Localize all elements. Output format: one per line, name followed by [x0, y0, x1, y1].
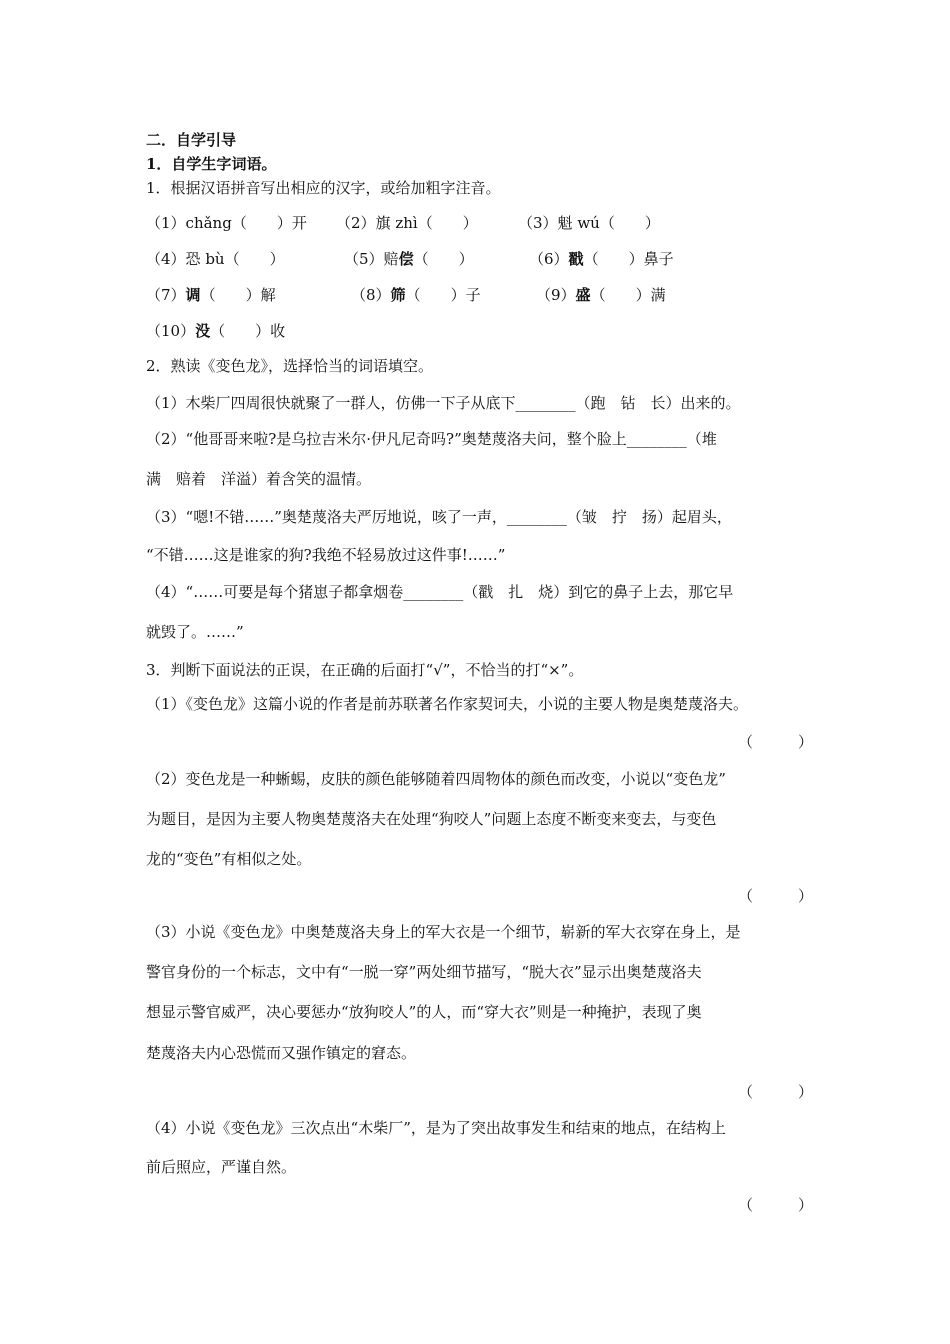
q1-item: （1）chǎng（ ）开 [146, 214, 307, 232]
q2-line: （2）“他哥哥来啦?是乌拉吉米尔·伊凡尼奇吗?”奥楚蔑洛夫问，整个脸上________（堆 [146, 430, 717, 448]
q1-item: （4）恐 bù（ ） [146, 250, 285, 268]
q2-line: （1）木柴厂四周很快就聚了一群人，仿佛一下子从底下________（跑 钻 长）出来的。 [146, 394, 741, 412]
answer-parentheses: （ ） [738, 887, 814, 905]
q3-item4-line: 前后照应，严谨自然。 [146, 1158, 297, 1176]
q3-item3-line: 想显示警官威严，决心要惩办“放狗咬人”的人，而“穿大衣”则是一种掩护，表现了奥 [146, 1003, 702, 1021]
q1-row [146, 321, 746, 341]
q3-item2-line: （2）变色龙是一种蜥蜴，皮肤的颜色能够随着四周物体的颜色而改变，小说以“变色龙” [146, 770, 726, 788]
q3-item1-line: （1）《变色龙》这篇小说的作者是前苏联著名作家契诃夫，小说的主要人物是奥楚蔑洛夫。 [146, 695, 749, 713]
q3-instruction: 3．判断下面说法的正误，在正确的后面打“√”，不恰当的打“×”。 [146, 661, 584, 679]
q1-item: （8）筛（ ）子 [351, 286, 481, 304]
q3-item3-line: 警官身份的一个标志，文中有“一脱一穿”两处细节描写，“脱大衣”显示出奥楚蔑洛夫 [146, 963, 702, 981]
q3-item3-line: （3）小说《变色龙》中奥楚蔑洛夫身上的军大衣是一个细节，崭新的军大衣穿在身上，是 [146, 923, 741, 941]
q2-line: （3）“嗯!不错……”奥楚蔑洛夫严厉地说，咳了一声，________（皱 拧 扬）起眉头， [146, 508, 732, 526]
q1-item: （5）赔偿（ ） [344, 250, 474, 268]
q1-row [146, 249, 746, 269]
q1-item: （7）调（ ）解 [146, 286, 276, 304]
q2-line: 就毁了。……” [146, 623, 244, 641]
q2-line: “不错……这是谁家的狗?我绝不轻易放过这件事!……” [146, 546, 506, 564]
answer-parentheses: （ ） [738, 733, 814, 751]
q1-item: （3）魁 wú（ ） [518, 214, 660, 232]
q1-item: （6）戳（ ）鼻子 [529, 250, 674, 268]
q1-row [146, 213, 746, 233]
q2-line: （4）“……可要是每个猪崽子都拿烟卷________（戳 扎 烧）到它的鼻子上去，那它早 [146, 583, 734, 601]
q3-item3-line: 楚蔑洛夫内心恐慌而又强作镇定的窘态。 [146, 1044, 417, 1062]
section-title: 二．自学引导 [146, 131, 237, 149]
q3-item2-line: 龙的“变色”有相似之处。 [146, 850, 312, 868]
q1-item: （2）旗 zhì（ ） [336, 214, 478, 232]
q1-instruction: 1．根据汉语拼音写出相应的汉字，或给加粗字注音。 [146, 179, 501, 197]
answer-parentheses: （ ） [738, 1196, 814, 1214]
q1-row [146, 285, 746, 305]
q3-item4-line: （4）小说《变色龙》三次点出“木柴厂”，是为了突出故事发生和结束的地点，在结构上 [146, 1119, 726, 1137]
q2-line: 满 赔着 洋溢）着含笑的温情。 [146, 470, 372, 488]
q1-item: （9）盛（ ）满 [536, 286, 666, 304]
q2-instruction: 2．熟读《变色龙》，选择恰当的词语填空。 [146, 357, 434, 375]
q3-item2-line: 为题目，是因为主要人物奥楚蔑洛夫在处理“狗咬人”问题上态度不断变来变去，与变色 [146, 810, 717, 828]
subsection-title: 1．自学生字词语。 [146, 155, 277, 173]
q1-item: （10）没（ ）收 [146, 322, 286, 340]
answer-parentheses: （ ） [738, 1083, 814, 1101]
